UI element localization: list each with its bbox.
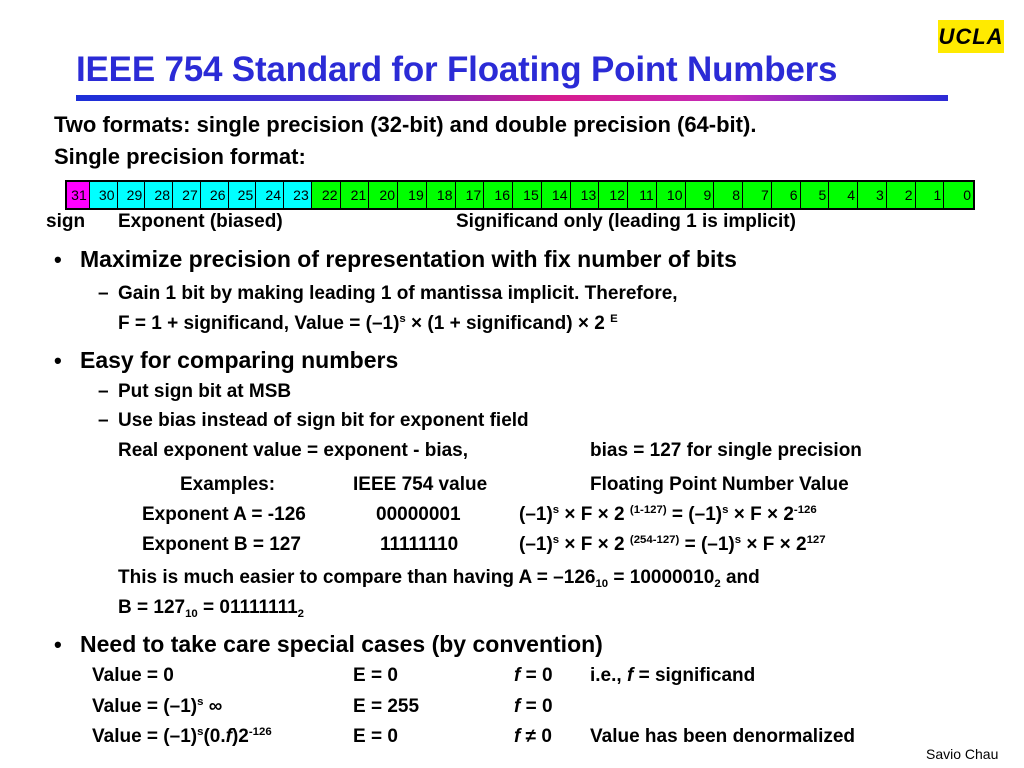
bit-cell-19: 19	[398, 182, 427, 208]
examples-label: Examples:	[180, 474, 276, 495]
title-underline	[76, 95, 948, 101]
bit-cell-30: 30	[90, 182, 118, 208]
sub-use-bias: Use bias instead of sign bit for exponent field	[118, 410, 529, 431]
bit-cell-22: 22	[312, 182, 341, 208]
bit-cell-25: 25	[229, 182, 257, 208]
bit-cell-26: 26	[201, 182, 229, 208]
bit-cell-2: 2	[887, 182, 916, 208]
significand-label: Significand only (leading 1 is implicit)	[456, 211, 796, 232]
dash-icon: –	[98, 410, 109, 431]
intro-single-precision: Single precision format:	[54, 144, 306, 169]
bit-cell-10: 10	[657, 182, 686, 208]
bit-cell-16: 16	[484, 182, 513, 208]
bit-cell-7: 7	[743, 182, 772, 208]
example-a-formula: $(-1)^s \times F \times 2$ $^{(1-127)} = (-1)^s \times F \times 2^{-126}$	[519, 504, 817, 525]
author-credit: Savio Chau	[926, 746, 999, 762]
bit-cell-28: 28	[145, 182, 173, 208]
slide-title: IEEE 754 Standard for Floating Point Numbers	[76, 50, 838, 89]
example-a-value: 00000001	[376, 504, 461, 525]
bit-cell-3: 3	[858, 182, 887, 208]
bias-text: bias = 127 for single precision	[590, 440, 862, 461]
bit-cell-18: 18	[427, 182, 456, 208]
bullet-icon: •	[54, 247, 62, 272]
dash-icon: –	[98, 283, 109, 304]
special-row-1-value: Value = 0	[92, 665, 174, 686]
bit-cell-23: 23	[284, 182, 312, 208]
bit-cell-20: 20	[369, 182, 398, 208]
bit-cell-6: 6	[772, 182, 801, 208]
bit-field-table	[65, 180, 975, 210]
special-row-3-f: f ≠ 0	[514, 726, 552, 747]
sub-gain-bit: Gain 1 bit by making leading 1 of mantissa implicit. Therefore,	[118, 283, 678, 304]
bit-cell-27: 27	[173, 182, 201, 208]
dash-icon: –	[98, 381, 109, 402]
example-b-value: 11111110	[380, 534, 459, 555]
special-row-3-note: Value has been denormalized	[590, 726, 856, 747]
ucla-logo: UCLA	[938, 20, 1004, 53]
bit-cell-5: 5	[801, 182, 830, 208]
bit-cell-31: 31	[67, 182, 90, 208]
bullet-icon: •	[54, 632, 62, 657]
intro-formats: Two formats: single precision (32-bit) and double precision (64-bit).	[54, 112, 757, 137]
special-row-2-value: Value = $(-1)^s$ ∞	[92, 696, 223, 717]
example-b-label: Exponent B = 127	[142, 534, 301, 555]
compare-line-2: $B = 127_{10} = 01111111_2$	[118, 597, 304, 620]
special-row-3-value: Value = $(-1)^s(0.f)2^{-126}$	[92, 726, 272, 747]
examples-col-ieee: IEEE 754 value	[353, 474, 488, 495]
bit-cell-0: 0	[944, 182, 973, 208]
sign-label: sign	[46, 211, 86, 232]
sub-sign-bit-msb: Put sign bit at MSB	[118, 381, 292, 402]
bullet-maximize-precision: Maximize precision of representation with fix number of bits	[80, 246, 737, 272]
bit-cell-11: 11	[628, 182, 657, 208]
bullet-icon: •	[54, 348, 62, 373]
bit-cell-15: 15	[513, 182, 542, 208]
bit-cell-12: 12	[599, 182, 628, 208]
bit-cell-21: 21	[341, 182, 370, 208]
special-row-2-e: E = 255	[353, 696, 420, 717]
bit-cell-17: 17	[456, 182, 485, 208]
bit-cell-13: 13	[571, 182, 600, 208]
real-exponent-text: Real exponent value = exponent - bias,	[118, 440, 469, 461]
bit-cell-1: 1	[916, 182, 945, 208]
special-row-1-e: E = 0	[353, 665, 398, 686]
bullet-special-cases: Need to take care special cases (by convention)	[80, 631, 603, 657]
formula-value: F = 1 + significand, Value = $(-1)^s \times (1$ + significand) × 2 $^E$	[118, 313, 618, 334]
exponent-label: Exponent (biased)	[118, 211, 283, 232]
bit-cell-29: 29	[118, 182, 146, 208]
special-row-1-note: i.e., f = significand	[590, 665, 756, 686]
special-row-3-e: E = 0	[353, 726, 398, 747]
bit-cell-24: 24	[256, 182, 284, 208]
example-b-formula: $(-1)^s \times F \times 2$ $^{(254-127)} = (-1)^s \times F \times 2^{127}$	[519, 534, 826, 555]
bit-cell-14: 14	[542, 182, 571, 208]
special-row-1-f: f = 0	[514, 665, 553, 686]
bit-cell-4: 4	[829, 182, 858, 208]
compare-line-1: This is much easier to compare than having $A = -126_{10} = 10000010_2$ and	[118, 567, 760, 590]
examples-col-fp: Floating Point Number Value	[590, 474, 849, 495]
bit-cell-8: 8	[714, 182, 743, 208]
example-a-label: Exponent A = -126	[142, 504, 306, 525]
special-row-2-f: f = 0	[514, 696, 553, 717]
bit-cell-9: 9	[686, 182, 715, 208]
bullet-easy-comparing: Easy for comparing numbers	[80, 347, 399, 373]
